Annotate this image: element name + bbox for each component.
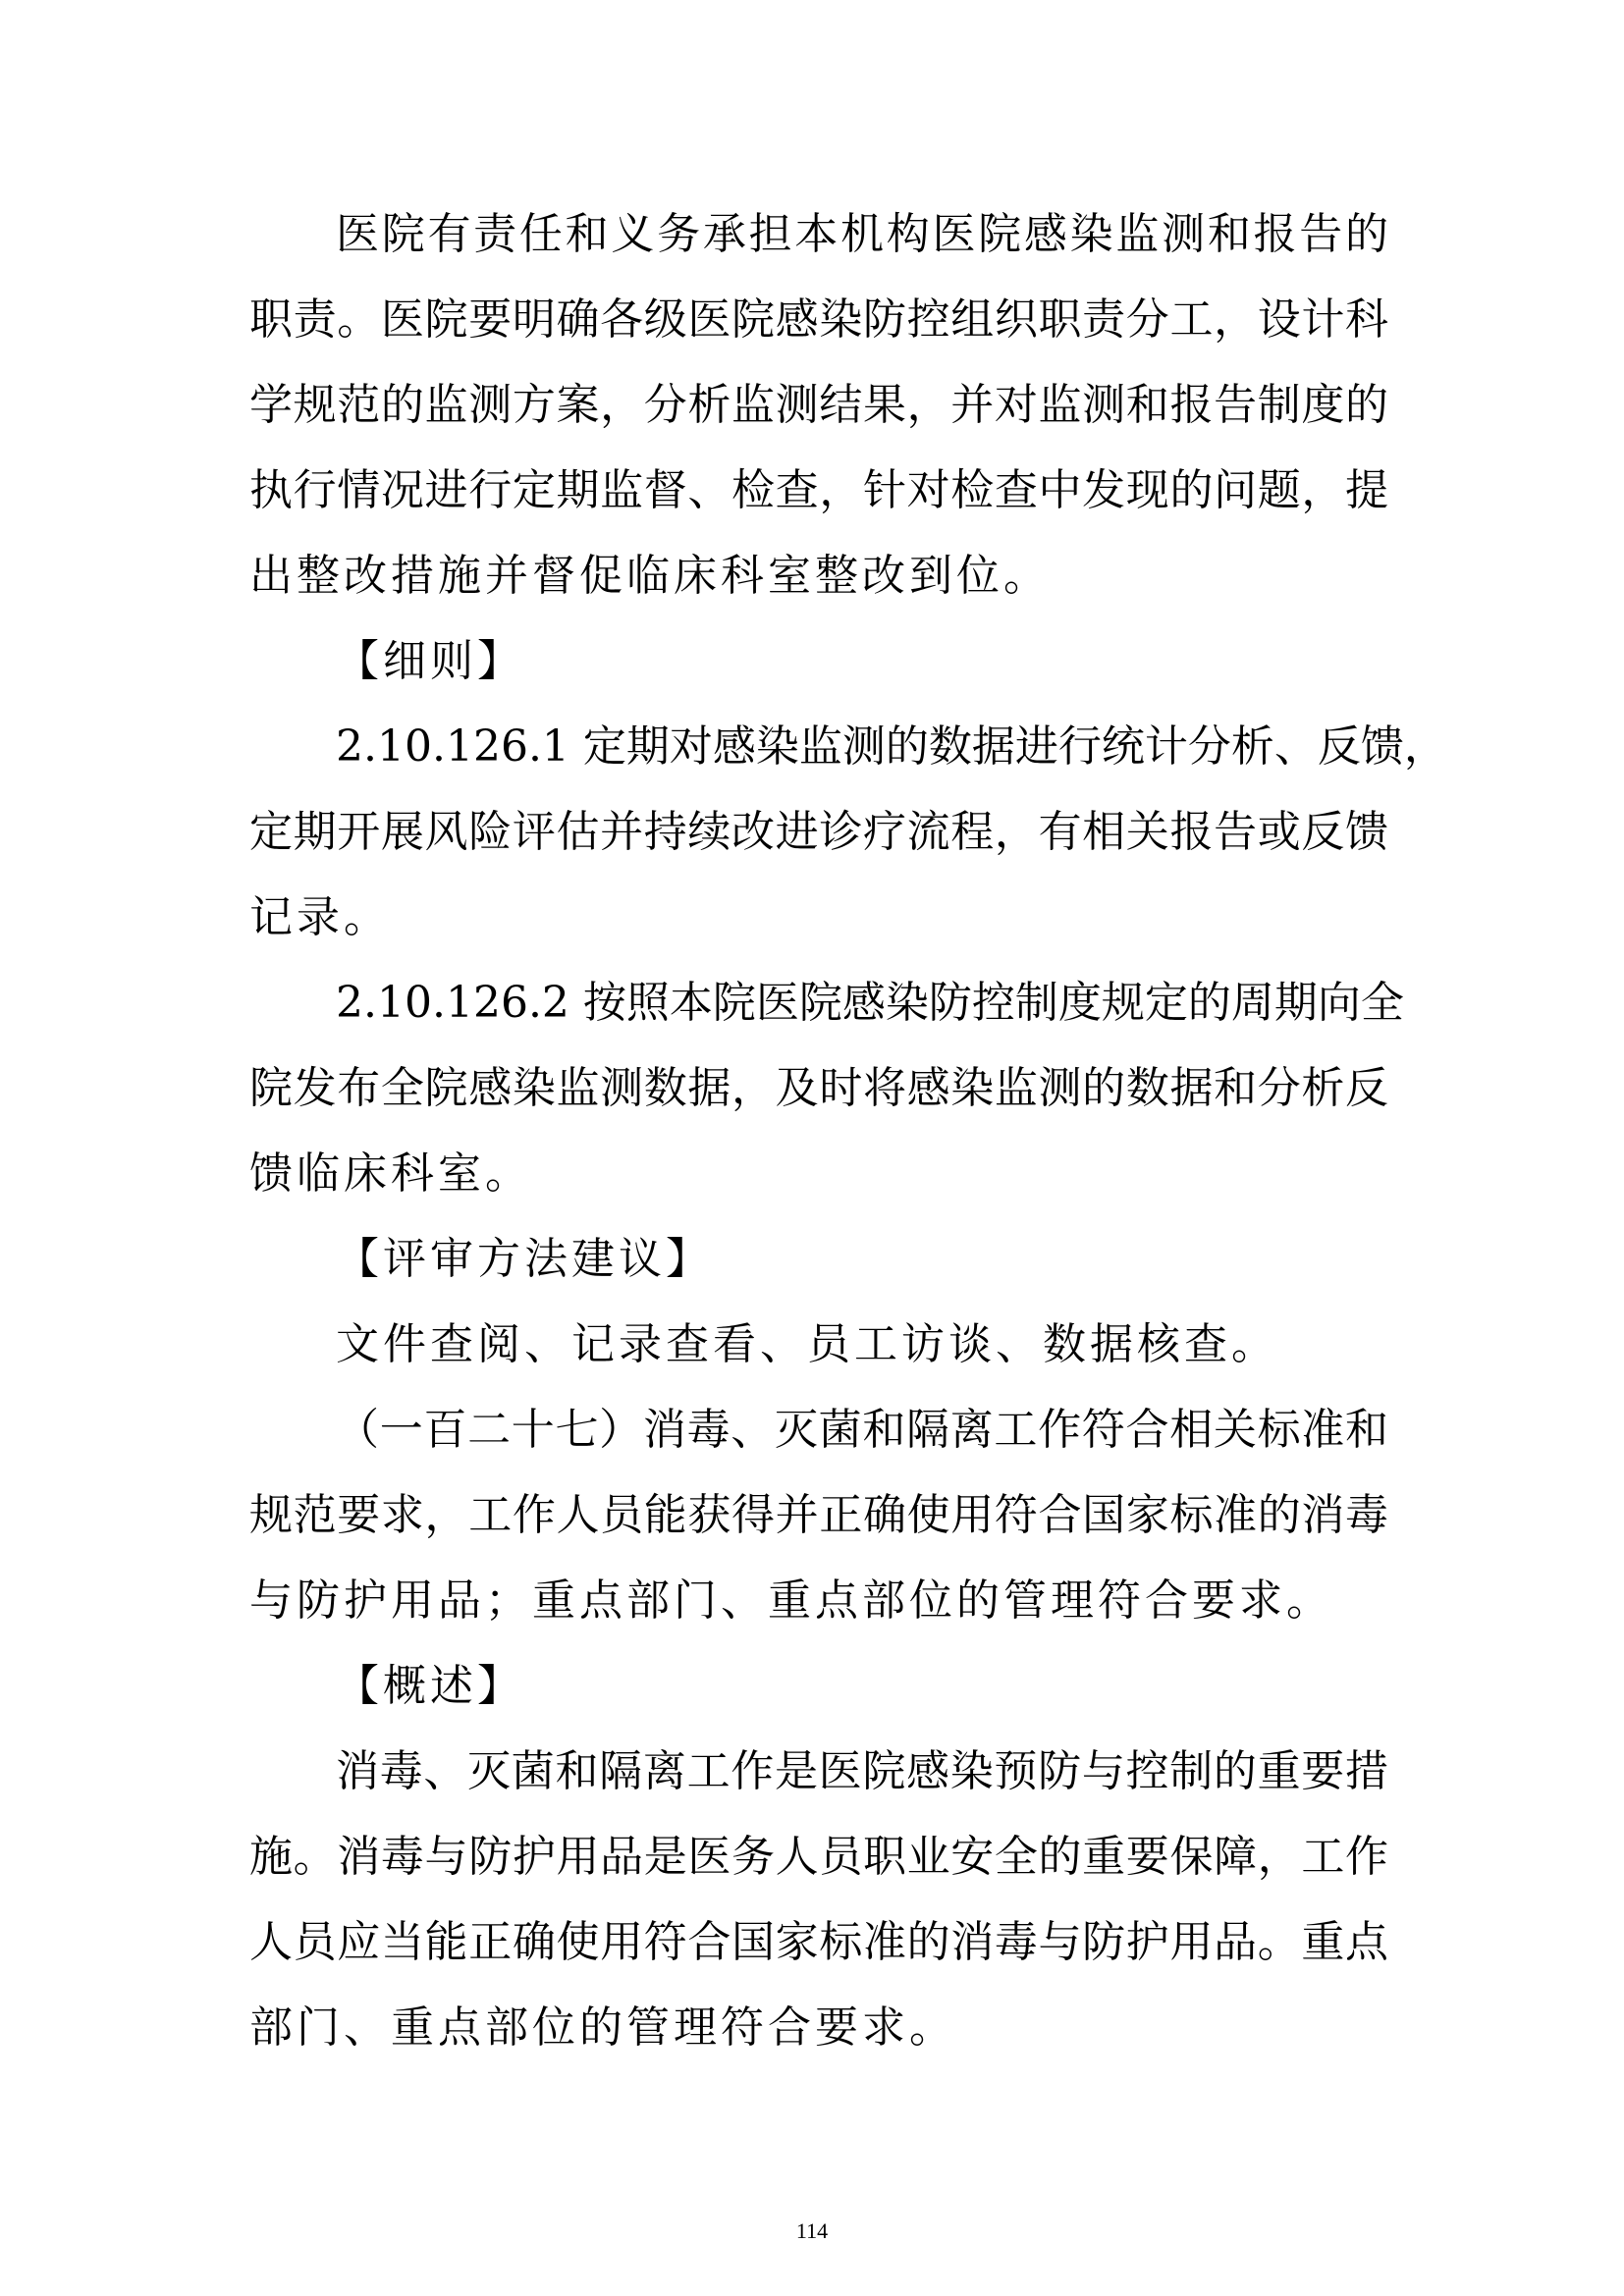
text-line: 部门、重点部位的管理符合要求。	[249, 2002, 956, 2053]
page-number: 114	[795, 2218, 829, 2243]
text-line: 记录。	[249, 892, 391, 942]
text-line: 职责。医院要明确各级医院感染防控组织职责分工，设计科	[249, 294, 1388, 345]
text-line: 学规范的监测方案，分析监测结果，并对监测和报告制度的	[249, 380, 1388, 430]
text-line: 出整改措施并督促临床科室整改到位。	[249, 551, 1051, 601]
text-line: 定期开展风险评估并持续改进诊疗流程，有相关报告或反馈	[249, 807, 1388, 857]
text-line: 消毒、灭菌和隔离工作是医院感染预防与控制的重要措	[336, 1746, 1388, 1796]
text-line: 院发布全院感染监测数据，及时将感染监测的数据和分析反	[249, 1063, 1388, 1113]
text-line: 医院有责任和义务承担本机构医院感染监测和报告的	[336, 209, 1388, 259]
section-heading: 【概述】	[336, 1661, 524, 1711]
section-heading: 【评审方法建议】	[336, 1234, 713, 1284]
text-line: 执行情况进行定期监督、检查，针对检查中发现的问题，提	[249, 465, 1388, 515]
text-line: 馈临床科室。	[249, 1148, 532, 1199]
text-line: 2.10.126.1 定期对感染监测的数据进行统计分析、反馈，	[336, 721, 1447, 772]
text-line: 规范要求，工作人员能获得并正确使用符合国家标准的消毒	[249, 1490, 1388, 1540]
section-heading: 【细则】	[336, 636, 524, 686]
text-line: （一百二十七）消毒、灭菌和隔离工作符合相关标准和	[336, 1405, 1388, 1455]
text-line: 2.10.126.2 按照本院医院感染防控制度规定的周期向全	[336, 978, 1404, 1028]
document-body	[249, 191, 1447, 2070]
text-line: 施。消毒与防护用品是医务人员职业安全的重要保障，工作	[249, 1832, 1388, 1882]
text-line: 与防护用品；重点部门、重点部位的管理符合要求。	[249, 1575, 1333, 1626]
text-line: 人员应当能正确使用符合国家标准的消毒与防护用品。重点	[249, 1917, 1388, 1967]
text-line: 文件查阅、记录查看、员工访谈、数据核查。	[336, 1319, 1278, 1369]
